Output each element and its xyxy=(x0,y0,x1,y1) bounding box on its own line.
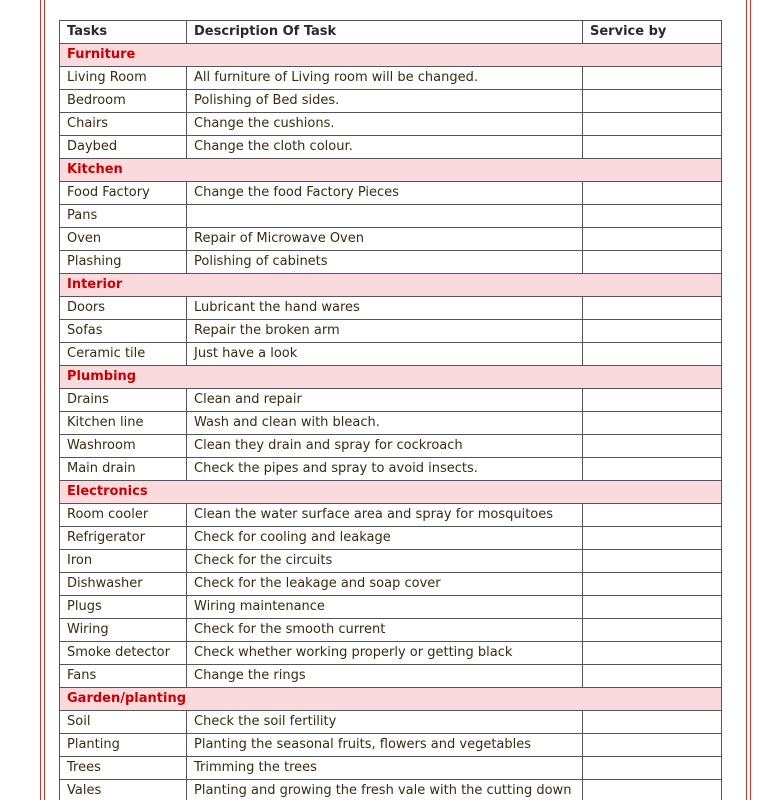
table-row xyxy=(60,228,722,251)
table-row xyxy=(60,642,722,665)
service-by-cell[interactable] xyxy=(583,458,722,481)
task-cell: Wiring xyxy=(60,619,187,642)
service-by-cell[interactable] xyxy=(583,182,722,205)
table-row xyxy=(60,504,722,527)
service-by-cell[interactable] xyxy=(583,343,722,366)
task-cell: Iron xyxy=(60,550,187,573)
table-row xyxy=(60,136,722,159)
table-row xyxy=(60,297,722,320)
section-title: Interior xyxy=(60,274,187,297)
section-fill xyxy=(187,44,722,67)
section-row xyxy=(60,688,722,711)
task-cell: Soil xyxy=(60,711,187,734)
task-cell: Washroom xyxy=(60,435,187,458)
table-row xyxy=(60,435,722,458)
header-service-by: Service by xyxy=(583,21,722,44)
section-row xyxy=(60,481,722,504)
task-cell: Pans xyxy=(60,205,187,228)
description-cell: Change the cushions. xyxy=(187,113,583,136)
description-cell: Just have a look xyxy=(187,343,583,366)
table-row xyxy=(60,182,722,205)
task-cell: Ceramic tile xyxy=(60,343,187,366)
table-row xyxy=(60,251,722,274)
task-cell: Dishwasher xyxy=(60,573,187,596)
task-cell: Smoke detector xyxy=(60,642,187,665)
task-cell: Vales xyxy=(60,780,187,800)
service-by-cell[interactable] xyxy=(583,780,722,800)
service-by-cell[interactable] xyxy=(583,642,722,665)
table-row xyxy=(60,67,722,90)
header-description: Description Of Task xyxy=(187,21,583,44)
service-by-cell[interactable] xyxy=(583,550,722,573)
table-row xyxy=(60,343,722,366)
section-row xyxy=(60,44,722,67)
description-cell: Wash and clean with bleach. xyxy=(187,412,583,435)
service-by-cell[interactable] xyxy=(583,711,722,734)
description-cell: Check for the leakage and soap cover xyxy=(187,573,583,596)
task-cell: Plugs xyxy=(60,596,187,619)
task-cell: Doors xyxy=(60,297,187,320)
section-fill xyxy=(187,688,722,711)
table-row xyxy=(60,320,722,343)
section-fill xyxy=(187,481,722,504)
service-by-cell[interactable] xyxy=(583,527,722,550)
service-by-cell[interactable] xyxy=(583,757,722,780)
section-row xyxy=(60,274,722,297)
table-row xyxy=(60,573,722,596)
task-cell: Trees xyxy=(60,757,187,780)
section-row xyxy=(60,366,722,389)
task-cell: Chairs xyxy=(60,113,187,136)
table-row xyxy=(60,734,722,757)
description-cell: Check for the smooth current xyxy=(187,619,583,642)
section-fill xyxy=(187,366,722,389)
section-title: Furniture xyxy=(60,44,187,67)
description-cell: Check for cooling and leakage xyxy=(187,527,583,550)
task-cell: Main drain xyxy=(60,458,187,481)
section-row xyxy=(60,159,722,182)
description-cell: Check the soil fertility xyxy=(187,711,583,734)
service-by-cell[interactable] xyxy=(583,205,722,228)
section-fill xyxy=(187,159,722,182)
service-by-cell[interactable] xyxy=(583,228,722,251)
task-cell: Fans xyxy=(60,665,187,688)
description-cell: Change the rings xyxy=(187,665,583,688)
table-row xyxy=(60,458,722,481)
service-by-cell[interactable] xyxy=(583,504,722,527)
description-cell: Check the pipes and spray to avoid insects. xyxy=(187,458,583,481)
description-cell: Change the food Factory Pieces xyxy=(187,182,583,205)
service-by-cell[interactable] xyxy=(583,320,722,343)
table-row xyxy=(60,205,722,228)
maintenance-checklist-table xyxy=(59,20,722,800)
table-row xyxy=(60,527,722,550)
service-by-cell[interactable] xyxy=(583,596,722,619)
service-by-cell[interactable] xyxy=(583,412,722,435)
service-by-cell[interactable] xyxy=(583,297,722,320)
description-cell: Clean the water surface area and spray for mosquitoes xyxy=(187,504,583,527)
task-cell: Oven xyxy=(60,228,187,251)
table-row xyxy=(60,619,722,642)
task-cell: Kitchen line xyxy=(60,412,187,435)
section-fill xyxy=(187,274,722,297)
task-cell: Drains xyxy=(60,389,187,412)
service-by-cell[interactable] xyxy=(583,389,722,412)
table-body xyxy=(60,44,722,800)
service-by-cell[interactable] xyxy=(583,136,722,159)
description-cell: Wiring maintenance xyxy=(187,596,583,619)
description-cell: Change the cloth colour. xyxy=(187,136,583,159)
table-row xyxy=(60,596,722,619)
table-row xyxy=(60,113,722,136)
section-title: Electronics xyxy=(60,481,187,504)
description-cell xyxy=(187,205,583,228)
task-cell: Bedroom xyxy=(60,90,187,113)
page-border-right-outer xyxy=(750,0,751,800)
service-by-cell[interactable] xyxy=(583,619,722,642)
header-row xyxy=(60,21,722,44)
table-row xyxy=(60,711,722,734)
section-title: Plumbing xyxy=(60,366,187,389)
section-title: Kitchen xyxy=(60,159,187,182)
description-cell: Clean and repair xyxy=(187,389,583,412)
task-cell: Food Factory xyxy=(60,182,187,205)
description-cell: Polishing of cabinets xyxy=(187,251,583,274)
table-row xyxy=(60,757,722,780)
description-cell: Check whether working properly or getting black xyxy=(187,642,583,665)
service-by-cell[interactable] xyxy=(583,113,722,136)
description-cell: Planting the seasonal fruits, flowers and vegetables xyxy=(187,734,583,757)
table-row xyxy=(60,90,722,113)
table-row xyxy=(60,780,722,800)
page-border-left-inner xyxy=(44,0,45,800)
service-by-cell[interactable] xyxy=(583,734,722,757)
description-cell: Trimming the trees xyxy=(187,757,583,780)
description-cell: Planting and growing the fresh vale with the cutting down xyxy=(187,780,583,800)
description-cell: Clean they drain and spray for cockroach xyxy=(187,435,583,458)
table-row xyxy=(60,550,722,573)
task-cell: Plashing xyxy=(60,251,187,274)
service-by-cell[interactable] xyxy=(583,67,722,90)
task-cell: Planting xyxy=(60,734,187,757)
service-by-cell[interactable] xyxy=(583,90,722,113)
description-cell: All furniture of Living room will be changed. xyxy=(187,67,583,90)
table-row xyxy=(60,389,722,412)
header-tasks: Tasks xyxy=(60,21,187,44)
task-cell: Living Room xyxy=(60,67,187,90)
description-cell: Polishing of Bed sides. xyxy=(187,90,583,113)
task-cell: Daybed xyxy=(60,136,187,159)
table-row xyxy=(60,665,722,688)
task-cell: Refrigerator xyxy=(60,527,187,550)
page-border-right-inner xyxy=(746,0,747,800)
task-cell: Room cooler xyxy=(60,504,187,527)
service-by-cell[interactable] xyxy=(583,435,722,458)
table-row xyxy=(60,412,722,435)
service-by-cell[interactable] xyxy=(583,573,722,596)
page-border-left-outer xyxy=(40,0,41,800)
task-cell: Sofas xyxy=(60,320,187,343)
description-cell: Lubricant the hand wares xyxy=(187,297,583,320)
description-cell: Check for the circuits xyxy=(187,550,583,573)
section-title: Garden/planting xyxy=(60,688,187,711)
service-by-cell[interactable] xyxy=(583,251,722,274)
service-by-cell[interactable] xyxy=(583,665,722,688)
description-cell: Repair the broken arm xyxy=(187,320,583,343)
description-cell: Repair of Microwave Oven xyxy=(187,228,583,251)
